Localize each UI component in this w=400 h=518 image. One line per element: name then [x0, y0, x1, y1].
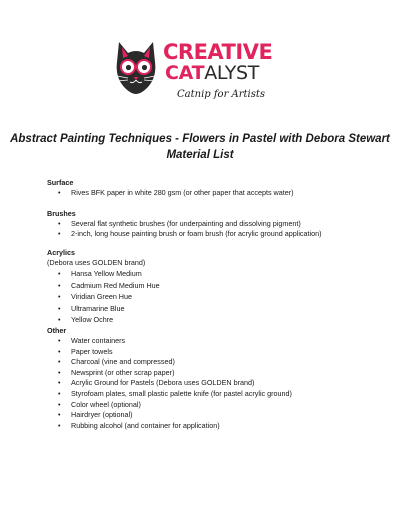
list-item: • Newsprint (or other scrap paper)	[47, 368, 292, 379]
list-item: • Acrylic Ground for Pastels (Debora uses GOLDEN brand)	[47, 378, 292, 389]
list-item: • Hairdryer (optional)	[47, 410, 292, 421]
list-item: • 2-inch, long house painting brush or foam brush (for acrylic ground application)	[47, 229, 322, 239]
creative-catalyst-logo	[113, 38, 293, 110]
section-surface	[47, 178, 294, 198]
list-item: • Hansa Yellow Medium	[47, 268, 160, 280]
list-item: • Ultramarine Blue	[47, 303, 160, 315]
section-heading: Surface	[47, 178, 74, 187]
section-acrylics	[47, 248, 160, 326]
section-brushes	[47, 209, 322, 239]
cat-with-glasses-icon	[113, 38, 159, 96]
logo-word-creative: CREATIVE	[163, 40, 273, 64]
bullet-list	[47, 219, 322, 239]
logo-word-cat: CAT	[165, 62, 205, 84]
title-line-2: Material List	[166, 149, 234, 161]
bullet-list	[47, 268, 160, 326]
logo-word-alyst: ALYST	[204, 62, 260, 84]
logo-word-catalyst	[165, 64, 259, 83]
title-line-1: Abstract Painting Techniques - Flowers in Pastel with Debora Stewart	[10, 133, 390, 145]
section-heading: Other	[47, 326, 67, 335]
section-heading: Brushes	[47, 209, 76, 218]
list-item: • Several flat synthetic brushes (for underpainting and dissolving pigment)	[47, 219, 322, 229]
list-item: • Paper towels	[47, 347, 292, 358]
section-note: (Debora uses GOLDEN brand)	[47, 258, 146, 267]
list-item: • Yellow Ochre	[47, 314, 160, 326]
list-item: • Charcoal (vine and compressed)	[47, 357, 292, 368]
section-heading: Acrylics	[47, 248, 75, 257]
list-item: • Rubbing alcohol (and container for application)	[47, 421, 292, 432]
list-item: • Styrofoam plates, small plastic palette knife (for pastel acrylic ground)	[47, 389, 292, 400]
list-item: • Color wheel (optional)	[47, 400, 292, 411]
section-other	[47, 326, 292, 431]
bullet-list	[47, 336, 292, 431]
logo-tagline: Catnip for Artists	[177, 89, 266, 100]
bullet-list	[47, 188, 294, 198]
list-item: • Viridian Green Hue	[47, 291, 160, 303]
list-item: • Rives BFK paper in white 280 gsm (or other paper that accepts water)	[47, 188, 294, 198]
list-item: • Cadmium Red Medium Hue	[47, 280, 160, 292]
list-item: • Water containers	[47, 336, 292, 347]
document-title	[0, 131, 400, 163]
